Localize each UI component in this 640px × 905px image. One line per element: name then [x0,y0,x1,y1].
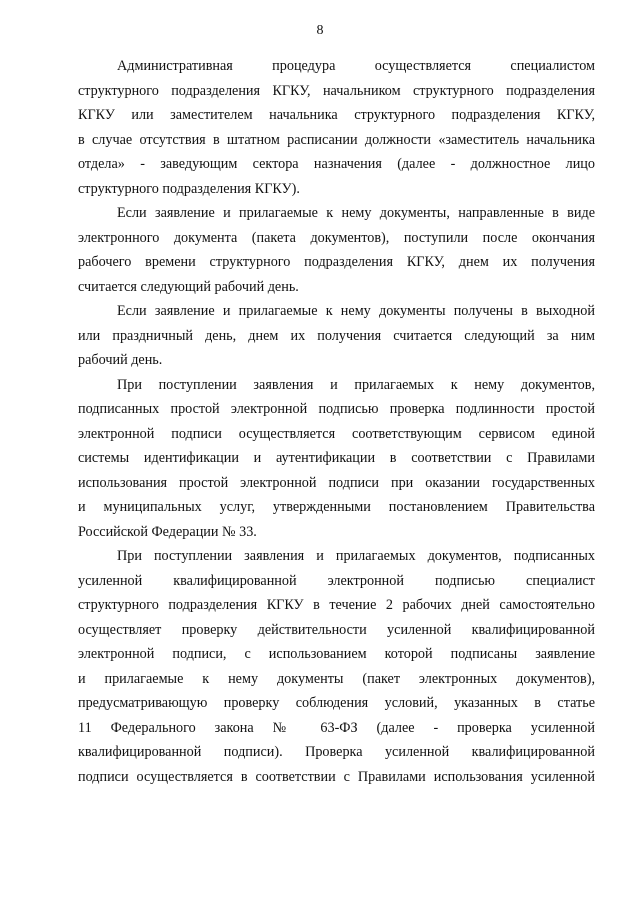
text-line: КГКУ или заместителем начальника структурного подразделения КГКУ, [78,107,595,123]
text-line: структурного подразделения КГКУ). [78,180,300,197]
text-line: и муниципальных услуг, утвержденными постановлением Правительства [78,499,595,515]
text-line: или праздничный день, днем их получения считается следующий за ним [78,327,595,344]
text-line: рабочего времени структурного подразделения КГКУ, днем их получения [78,254,595,270]
text-line: рабочий день. [78,352,163,368]
text-line: Российской Федерации № 33. [78,523,257,540]
text-line: считается следующий рабочий день. [78,278,299,295]
paragraph-simple-signature [78,373,595,545]
text-line: электронной подписи осуществляется соответствующим сервисом единой [78,425,595,442]
text-line: При поступлении заявления и прилагаемых документов, подписанных [117,548,595,564]
text-line: подписи осуществляется в соответствии с Правилами использования усиленной [78,768,595,785]
text-line: Если заявление и прилагаемые к нему документы, направленные в виде [117,205,595,221]
text-line: осуществляет проверку действительности усиленной квалифицированной [78,621,595,638]
text-line: системы идентификации и аутентификации в соответствии с Правилами [78,450,595,466]
text-line: электронного документа (пакета документов), поступили после окончания [78,229,595,246]
paragraph-qualified-signature [78,544,595,789]
text-line: подписанных простой электронной подписью проверка подлинности простой [78,401,595,417]
text-line: 11 Федерального закона № 63-ФЗ (далее - проверка усиленной [78,719,595,736]
paragraph-weekend-receipt [78,299,595,373]
text-line: и прилагаемые к нему документы (пакет электронных документов), [78,670,595,687]
text-line: предусматривающую проверку соблюдения условий, указанных в статье [78,695,595,711]
page-number: 8 [316,23,324,38]
text-line: использования простой электронной подписи при оказании государственных [78,474,595,491]
text-line: усиленной квалифицированной электронной подписью специалист [78,572,595,589]
text-line: структурного подразделения КГКУ, начальником структурного подразделения [78,82,595,99]
text-line: электронной подписи, с использованием которой подписаны заявление [78,646,595,662]
text-line: в случае отсутствия в штатном расписании должности «заместитель начальника [78,131,595,148]
text-line: Если заявление и прилагаемые к нему документы получены в выходной [117,303,595,319]
text-line: квалифицированной подписи). Проверка усиленной квалифицированной [78,744,595,760]
paragraph-administrative-procedure [78,54,595,201]
paragraph-electronic-after-hours [78,201,595,299]
text-line: структурного подразделения КГКУ в течение 2 рабочих дней самостоятельно [78,597,595,613]
document-body [78,54,595,789]
text-line: отдела» - заведующим сектора назначения (далее - должностное лицо [78,156,595,172]
text-line: При поступлении заявления и прилагаемых к нему документов, [117,376,595,393]
text-line: Административная процедура осуществляется специалистом [117,58,595,74]
